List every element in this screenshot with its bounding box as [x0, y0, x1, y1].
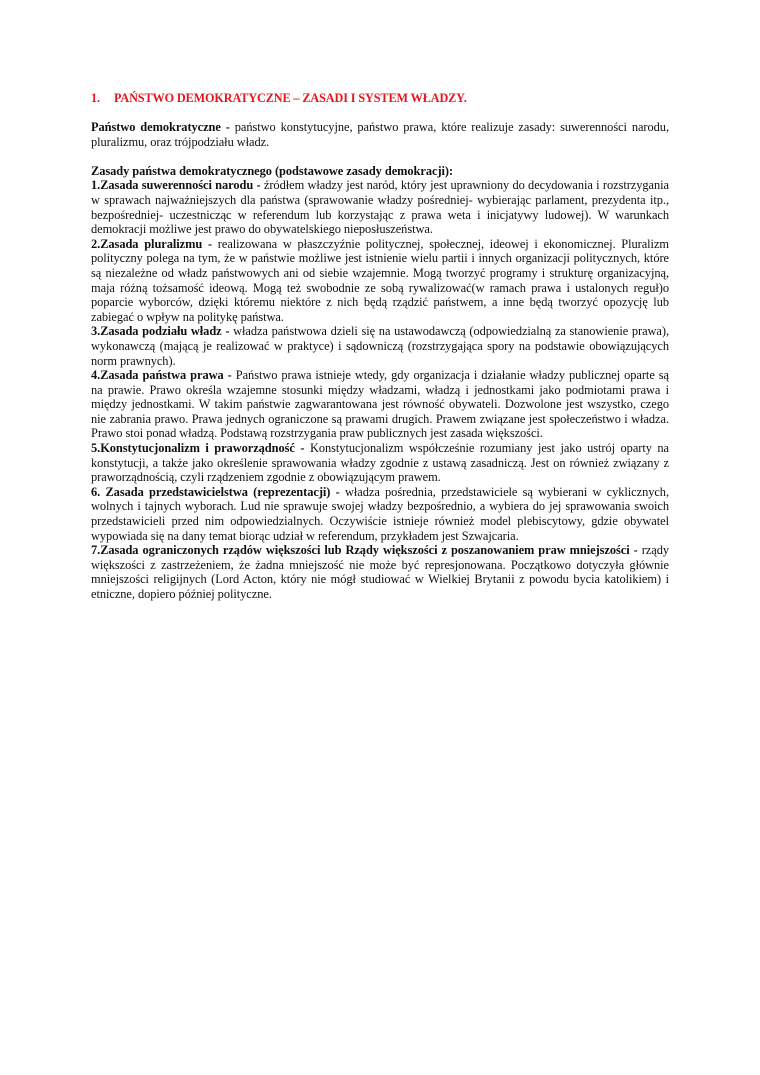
- principle-term: 6. Zasada przedstawicielstwa (reprezentacji) -: [91, 484, 340, 499]
- intro-term: Państwo demokratyczne -: [91, 120, 230, 134]
- principles-title-text: Zasady państwa demokratycznego (podstawowe zasady demokracji):: [91, 163, 454, 178]
- principle-paragraph-6: [91, 485, 669, 543]
- intro-text: państwo konstytucyjne, państwo prawa, które realizuje zasady: suwerenności narodu, pluralizmu, oraz trójpodziału władz.: [91, 120, 669, 149]
- principle-text: realizowana w płaszczyźnie politycznej, społecznej, ideowej i ekonomicznej. Pluralizm polityczny polega na tym, że w państwie możliwe jest istnienie wielu partii i innych organizacji politycznych, które są niezależne od władz państwowych ani od siebie wzajemnie. Mogą tworzyć programy i strukturę organizacyjną, maja różną tożsamość ideową. Mogą też swobodnie ze sobą rywalizować(w ramach prawa i ustalonych reguł)o poparcie wyborców, dzięki któremu niektóre z nich będą rządzić państwem, a inne będą tworzyć opozycję lub zabiegać o wpływ na politykę państwa.: [91, 236, 669, 324]
- section-heading: [91, 91, 669, 106]
- principle-term: 1.Zasada suwerenności narodu -: [91, 178, 261, 193]
- principle-term: 4.Zasada państwa prawa -: [91, 368, 232, 383]
- section-number: 1.: [91, 91, 100, 105]
- intro-paragraph: [91, 120, 669, 149]
- principle-term: 7.Zasada ograniczonych rządów większości lub Rządy większości z poszanowaniem praw mniejszości -: [91, 543, 638, 558]
- principle-text: rządy większości z zastrzeżeniem, że żadna mniejszość nie może być represjonowana. Początkowo dotyczyła głównie mniejszości religijnych (Lord Acton, który nie mógł studiować w Wielkiej Brytanii z powodu bycia katolikiem) i etniczne, dopiero później polityczne.: [91, 543, 669, 601]
- section-title: PAŃSTWO DEMOKRATYCZNE – ZASADI I SYSTEM WŁADZY.: [113, 91, 467, 105]
- principle-text: Państwo prawa istnieje wtedy, gdy organizacja i działanie władzy publicznej oparte są na prawie. Prawo określa wzajemne stosunki między władzami, władzą i jednostkami jako podmiotami prawa i między jednostkami. W takim państwie zagwarantowana jest równość obywateli. Dozwolone jest wszystko, czego nie zabrania prawo. Prawa jednych ograniczone są prawami drugich. Prawem związane jest społeczeństwo i władza. Prawo stoi ponad władzą. Podstawą rozstrzygania praw publicznych jest zasada większości.: [91, 368, 670, 441]
- principle-term: 3.Zasada podziału władz -: [91, 324, 230, 339]
- principle-paragraph-7: [91, 543, 669, 601]
- principle-paragraph-1: [91, 178, 669, 236]
- principles-title: [91, 164, 669, 179]
- principle-paragraph-3: [91, 324, 669, 368]
- principle-paragraph-2: [91, 237, 669, 325]
- principle-text: Konstytucjonalizm współcześnie rozumiany jest jako ustrój oparty na konstytucji, a także jako określenie sprawowania władzy zgodnie z ustawą zasadniczą. Jest on również związany z praworządnością, czyli rządzeniem zgodnie z obowiązującym prawem.: [91, 441, 669, 485]
- principle-text: władza pośrednia, przedstawiciele są wybierani w cyklicznych, wolnych i tajnych wyborach. Lud nie sprawuje swojej władzy bezpośrednio, a wybiera do jej sprawowania swoich przedstawicieli przed nim odpowiedzialnych. Oczywiście istnieje również model plebiscytowy, gdzie obywatel wypowiada się na dany temat biorąc udział w referendum, przykładem jest Szwajcaria.: [91, 484, 670, 543]
- principle-text: władza państwowa dzieli się na ustawodawczą (odpowiedzialną za stanowienie prawa), wykonawczą (mającą je realizować w praktyce) i sądowniczą (rozstrzygająca spory na podstawie obowiązujących norm prawnych).: [91, 324, 670, 368]
- principle-paragraph-5: [91, 441, 669, 485]
- principle-term: 2.Zasada pluralizmu -: [91, 236, 213, 251]
- principle-paragraph-4: [91, 368, 669, 441]
- principle-text: źródłem władzy jest naród, który jest uprawniony do decydowania i rozstrzygania w sprawach najważniejszych dla państwa (sprawowanie władzy pośredniej- wybierając parlament, prezydenta itp., bezpośredniej- uczestnicząc w referendum lub korzystając z prawa weta i inicjatywy ludowej). W warunkach demokracji możliwe jest prawo do obywatelskiego nieposłuszeństwa.: [91, 178, 669, 237]
- principle-term: 5.Konstytucjonalizm i praworządność -: [91, 441, 305, 456]
